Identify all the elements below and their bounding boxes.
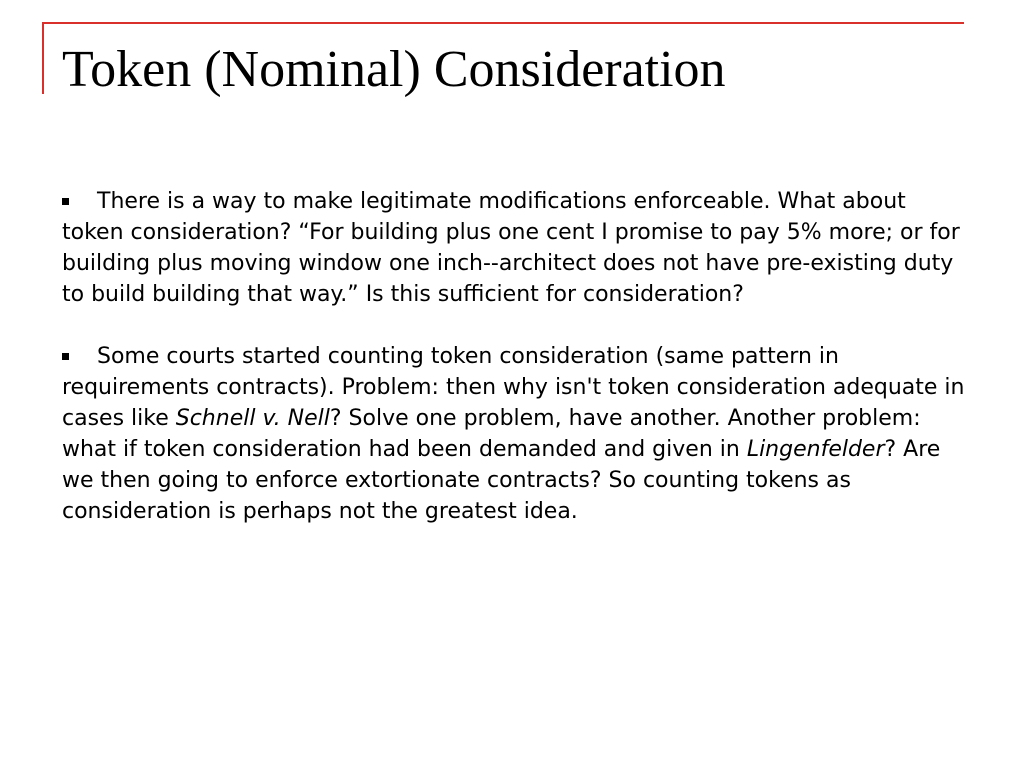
paragraph-1-text: There is a way to make legitimate modifications enforceable. What about token consideration? “For building plus one cent I promise to pay 5% more; or for building plus moving window one inch--architect does not have pre-existing duty to build building that way.” Is this sufficient for consideration? [62, 189, 960, 307]
square-bullet-icon [62, 198, 69, 205]
paragraph-2-text-part-1: Some courts started counting token consideration (same pattern in requirements contracts). Problem: then why isn't token consideration adequate in cases like [62, 344, 965, 431]
case-name-lingenfelder: Lingenfelder [746, 437, 885, 462]
case-name-schnell-v-nell: Schnell v. Nell [175, 406, 330, 431]
bullet-paragraph-2 [62, 341, 972, 527]
slide-body [62, 186, 972, 558]
accent-line-top [42, 22, 964, 24]
paragraph-2-text-part-3: ? Are we then going to enforce extortionate contracts? So counting tokens as consideration is perhaps not the greatest idea. [62, 437, 941, 524]
paragraph-2-text-part-2: ? Solve one problem, have another. Another problem: what if token consideration had been demanded and given in [62, 406, 921, 462]
square-bullet-icon [62, 353, 69, 360]
accent-line-left [42, 22, 44, 94]
slide-title: Token (Nominal) Consideration [62, 41, 726, 98]
bullet-paragraph-1 [62, 186, 972, 310]
